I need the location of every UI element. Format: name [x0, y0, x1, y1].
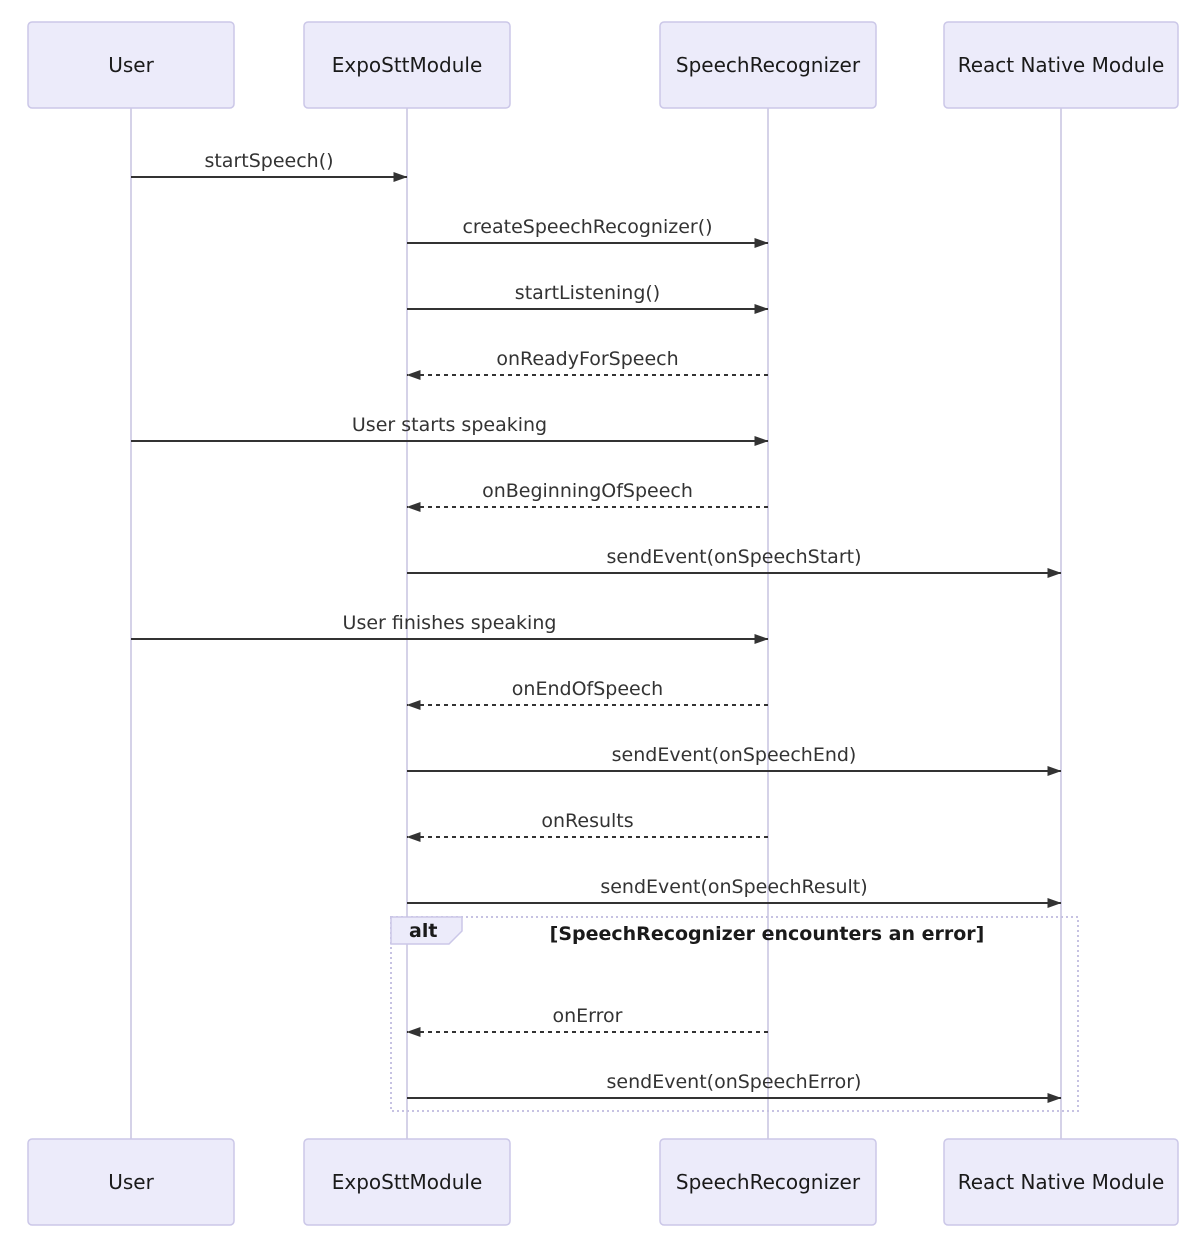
participant-label-bottom-speech: SpeechRecognizer	[675, 1170, 861, 1194]
participant-label-top-expo: ExpoSttModule	[331, 53, 483, 77]
participant-label-top-user: User	[108, 53, 154, 77]
message-label-3: startListening()	[514, 282, 661, 304]
message-label-10: sendEvent(onSpeechEnd)	[611, 744, 857, 766]
alt-condition: [SpeechRecognizer encounters an error]	[549, 923, 985, 945]
participant-label-top-rn: React Native Module	[957, 53, 1165, 77]
participant-label-bottom-user: User	[108, 1170, 154, 1194]
message-label-9: onEndOfSpeech	[511, 678, 664, 700]
message-label-1: startSpeech()	[204, 150, 334, 172]
message-label-11: onResults	[541, 810, 634, 832]
message-label-14: sendEvent(onSpeechError)	[606, 1071, 862, 1093]
participant-label-bottom-rn: React Native Module	[957, 1170, 1165, 1194]
message-label-2: createSpeechRecognizer()	[462, 216, 713, 238]
message-label-12: sendEvent(onSpeechResult)	[600, 876, 868, 898]
message-label-4: onReadyForSpeech	[496, 348, 679, 370]
message-label-13: onError	[552, 1005, 623, 1027]
participant-label-top-speech: SpeechRecognizer	[675, 53, 861, 77]
alt-label: alt	[409, 920, 438, 942]
message-label-7: sendEvent(onSpeechStart)	[606, 546, 862, 568]
participant-label-bottom-expo: ExpoSttModule	[331, 1170, 483, 1194]
message-label-5: User starts speaking	[351, 414, 548, 436]
message-label-6: onBeginningOfSpeech	[482, 480, 693, 502]
message-label-8: User finishes speaking	[342, 612, 557, 634]
